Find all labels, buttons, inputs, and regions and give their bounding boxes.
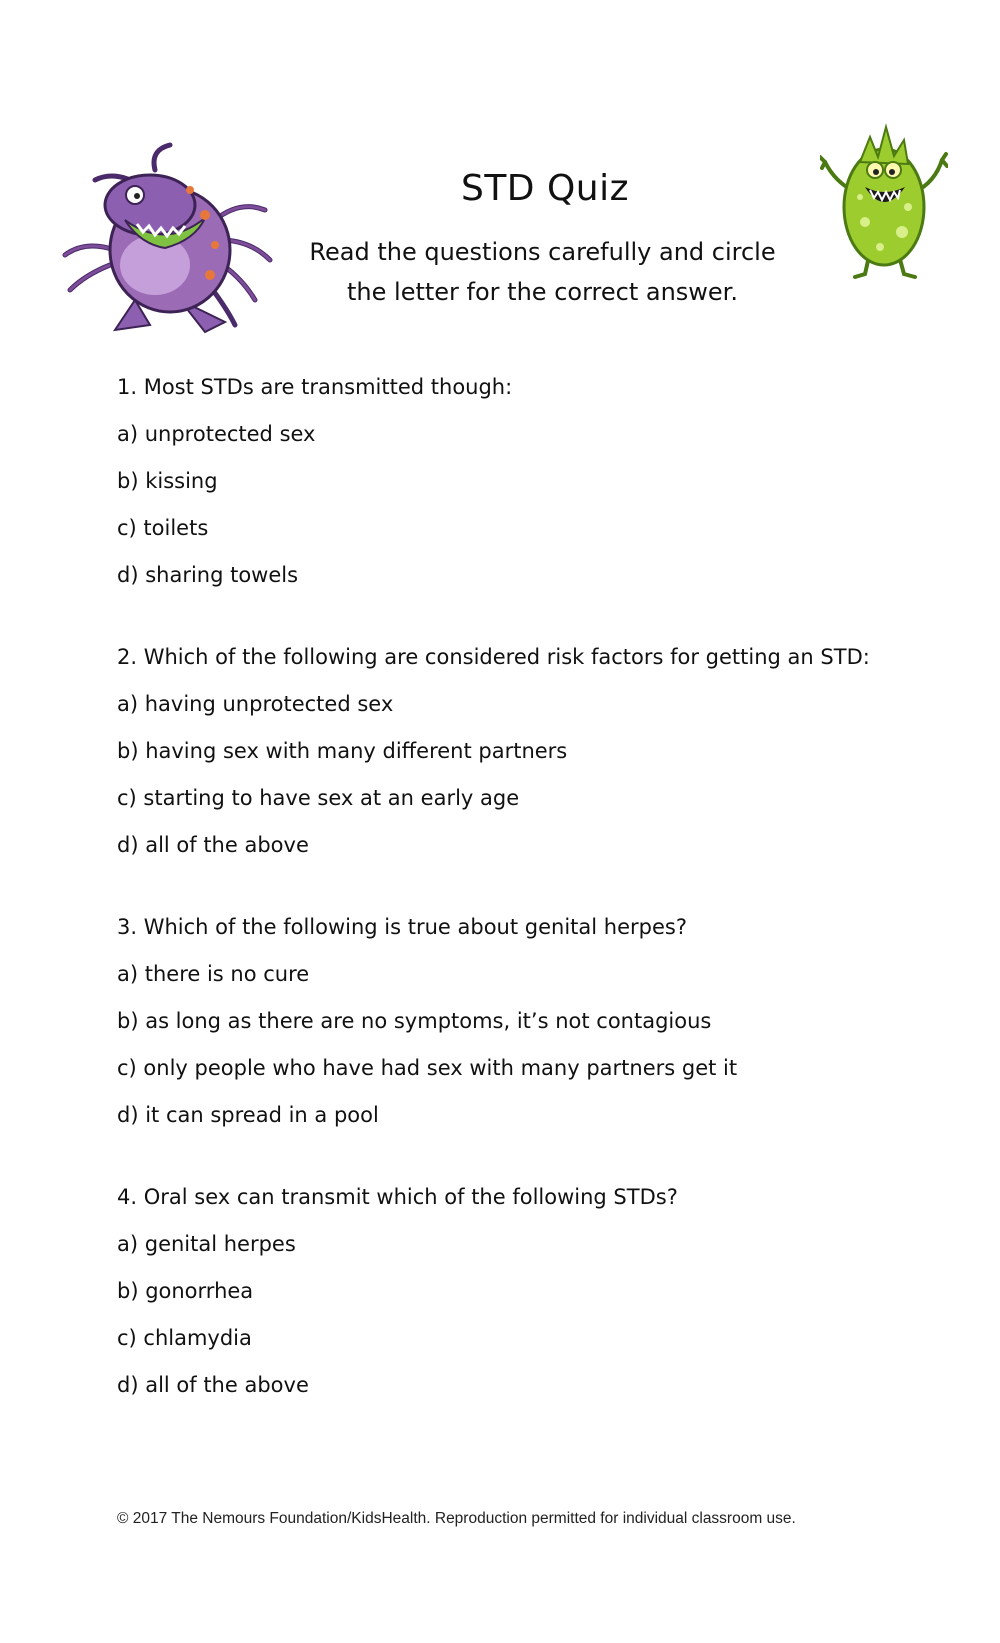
quiz-questions bbox=[117, 370, 877, 1450]
answer-option-b[interactable]: b) kissing bbox=[117, 469, 218, 493]
instructions-line-1: Read the questions carefully and circle bbox=[309, 238, 776, 266]
instructions bbox=[290, 232, 795, 312]
answer-option-d[interactable]: d) all of the above bbox=[117, 1373, 309, 1397]
purple-germ-monster-icon bbox=[55, 140, 285, 340]
question-1 bbox=[117, 370, 877, 592]
answer-option-d[interactable]: d) all of the above bbox=[117, 833, 309, 857]
question-2 bbox=[117, 640, 877, 862]
answer-option-a[interactable]: a) having unprotected sex bbox=[117, 692, 394, 716]
page-title: STD Quiz bbox=[460, 168, 630, 209]
answer-option-a[interactable]: a) there is no cure bbox=[117, 962, 310, 986]
answer-option-b[interactable]: b) as long as there are no symptoms, it’s not contagious bbox=[117, 1009, 712, 1033]
answer-option-c[interactable]: c) only people who have had sex with many partners get it bbox=[117, 1056, 738, 1080]
question-text: 4. Oral sex can transmit which of the following STDs? bbox=[117, 1185, 678, 1209]
question-text: 3. Which of the following is true about genital herpes? bbox=[117, 915, 687, 939]
answer-option-c[interactable]: c) chlamydia bbox=[117, 1326, 252, 1350]
green-germ-monster-icon bbox=[820, 112, 948, 282]
answer-option-b[interactable]: b) having sex with many different partners bbox=[117, 739, 568, 763]
copyright-footer: © 2017 The Nemours Foundation/KidsHealth. Reproduction permitted for individual classroom use. bbox=[117, 1510, 796, 1527]
answer-option-a[interactable]: a) genital herpes bbox=[117, 1232, 296, 1256]
answer-option-c[interactable]: c) starting to have sex at an early age bbox=[117, 786, 520, 810]
answer-option-a[interactable]: a) unprotected sex bbox=[117, 422, 316, 446]
instructions-line-2: the letter for the correct answer. bbox=[347, 278, 738, 306]
answer-option-b[interactable]: b) gonorrhea bbox=[117, 1279, 254, 1303]
answer-option-d[interactable]: d) it can spread in a pool bbox=[117, 1103, 379, 1127]
question-4 bbox=[117, 1180, 877, 1402]
answer-option-d[interactable]: d) sharing towels bbox=[117, 563, 299, 587]
question-text: 2. Which of the following are considered risk factors for getting an STD: bbox=[117, 645, 870, 669]
question-text: 1. Most STDs are transmitted though: bbox=[117, 375, 513, 399]
question-3 bbox=[117, 910, 877, 1132]
answer-option-c[interactable]: c) toilets bbox=[117, 516, 209, 540]
